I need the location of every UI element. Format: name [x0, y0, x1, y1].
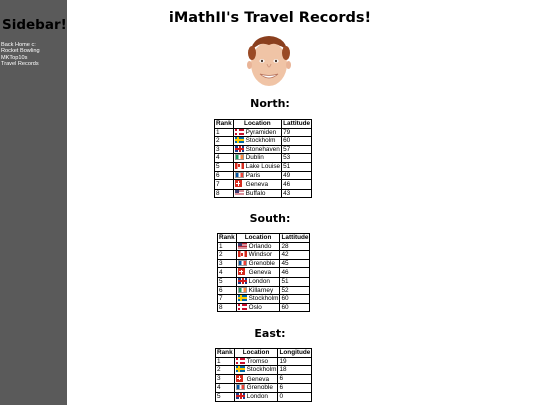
switzerland-flag-icon — [238, 268, 245, 275]
uk-flag-icon — [235, 146, 244, 152]
location-name: Oslo — [248, 303, 262, 311]
switzerland-flag-icon — [235, 180, 242, 187]
france-flag-icon — [235, 172, 244, 178]
location-cell — [234, 392, 278, 401]
sidebar-title: Sidebar! — [2, 17, 67, 33]
column-header-lattitude: Lattitude — [283, 120, 311, 127]
switzerland-flag-icon — [236, 375, 243, 382]
coordinate-cell: 51 — [280, 277, 310, 286]
location-name: Orlando — [248, 242, 272, 250]
location-cell — [234, 384, 278, 393]
north-heading: North: — [250, 97, 290, 110]
usa-flag-icon — [235, 190, 244, 196]
table-row — [215, 137, 312, 146]
table-row — [218, 277, 310, 286]
location-cell — [233, 128, 281, 137]
location-cell — [233, 171, 281, 180]
location-cell — [233, 162, 281, 171]
location-name: Killarney — [248, 286, 274, 294]
rank-cell: 4 — [215, 154, 234, 163]
location-cell — [236, 286, 280, 295]
south-heading: South: — [249, 212, 291, 225]
rank-cell: 2 — [216, 366, 235, 375]
avatar-photo — [246, 33, 292, 89]
location-cell — [236, 259, 280, 268]
location-cell — [233, 137, 281, 146]
france-flag-icon — [236, 384, 245, 390]
uk-flag-icon — [236, 393, 245, 399]
column-header-location: Location — [234, 349, 278, 358]
location-name: London — [246, 392, 268, 400]
usa-flag-icon — [238, 243, 247, 249]
coordinate-cell: 60 — [280, 295, 310, 304]
table-row — [215, 145, 312, 154]
table-row — [215, 128, 312, 137]
rank-cell: 8 — [215, 189, 234, 198]
table-row — [216, 366, 312, 375]
uk-flag-icon — [238, 278, 247, 284]
main-content — [67, 0, 540, 405]
rank-cell: 5 — [218, 277, 237, 286]
location-name: Lake Louise — [245, 162, 281, 170]
table-header-row — [218, 234, 310, 243]
canada-flag-icon — [235, 163, 244, 169]
table-row — [218, 242, 310, 251]
smiling-boy-photo-icon — [246, 33, 292, 89]
sidebar-link-travel-records[interactable]: Travel Records — [1, 61, 39, 68]
rank-cell: 1 — [218, 242, 237, 251]
location-name: Grenoble — [248, 259, 275, 267]
location-name: London — [248, 277, 270, 285]
sweden-flag-icon — [235, 137, 244, 143]
coordinate-cell: 60 — [282, 137, 312, 146]
norway-flag-icon — [235, 129, 244, 135]
coordinate-cell: 6 — [278, 384, 312, 393]
table-row — [218, 259, 310, 268]
france-flag-icon — [238, 260, 247, 266]
location-name: Dublin — [245, 154, 264, 162]
sidebar — [0, 0, 67, 405]
location-cell — [233, 154, 281, 163]
coordinate-cell: 46 — [280, 268, 310, 278]
rank-cell: 1 — [216, 357, 235, 366]
location-name: Geneva — [245, 181, 269, 189]
table-row — [218, 303, 310, 312]
rank-cell: 2 — [218, 251, 237, 260]
location-name: Pyramiden — [245, 128, 277, 136]
location-name: Buffalo — [245, 189, 266, 197]
column-header-location: Location — [233, 120, 281, 129]
location-name: Windsor — [248, 251, 273, 259]
table-header-row — [215, 120, 312, 129]
location-name: Stonehaven — [245, 145, 280, 153]
rank-cell: 3 — [218, 259, 237, 268]
location-cell — [234, 374, 278, 384]
location-name: Geneva — [248, 269, 272, 277]
norway-flag-icon — [238, 304, 247, 310]
rank-cell: 4 — [218, 268, 237, 278]
coordinate-cell: 18 — [278, 366, 312, 375]
location-cell — [236, 295, 280, 304]
coordinate-cell: 79 — [282, 128, 312, 137]
rank-cell: 4 — [216, 384, 235, 393]
sidebar-nav — [1, 42, 40, 68]
column-header-rank: Rank — [217, 349, 233, 356]
canada-flag-icon — [238, 251, 247, 257]
location-name: Grenoble — [246, 384, 273, 392]
table-row — [218, 295, 310, 304]
coordinate-cell: 53 — [282, 154, 312, 163]
column-header-rank: Rank — [216, 120, 232, 127]
sweden-flag-icon — [236, 366, 245, 372]
location-cell — [236, 303, 280, 312]
table-row — [215, 162, 312, 171]
column-header-longitude: Longitude — [279, 349, 311, 356]
rank-cell: 2 — [215, 137, 234, 146]
table-row — [216, 392, 312, 401]
coordinate-cell: 49 — [282, 171, 312, 180]
coordinate-cell: 60 — [280, 303, 310, 312]
table-row — [218, 268, 310, 278]
location-name: Geneva — [246, 375, 270, 383]
east-records-table — [215, 348, 312, 402]
table-row — [215, 154, 312, 163]
south-records-table — [217, 233, 310, 312]
rank-cell: 7 — [218, 295, 237, 304]
table-row — [218, 286, 310, 295]
east-heading: East: — [254, 327, 286, 340]
location-cell — [236, 242, 280, 251]
table-row — [215, 180, 312, 190]
coordinate-cell: 52 — [280, 286, 310, 295]
rank-cell: 8 — [218, 303, 237, 312]
location-cell — [234, 366, 278, 375]
location-name: Tromso — [246, 357, 269, 365]
location-cell — [233, 189, 281, 198]
coordinate-cell: 19 — [278, 357, 312, 366]
rank-cell: 3 — [215, 145, 234, 154]
table-row — [216, 374, 312, 384]
sidebar-link-back-home[interactable]: Back Home c: — [1, 42, 36, 48]
coordinate-cell: 6 — [278, 374, 312, 384]
location-name: Stockholm — [246, 366, 277, 374]
table-row — [215, 171, 312, 180]
rank-cell: 6 — [215, 171, 234, 180]
location-cell — [236, 268, 280, 278]
coordinate-cell: 42 — [280, 251, 310, 260]
page-title: iMathII's Travel Records! — [168, 10, 372, 26]
ireland-flag-icon — [238, 287, 247, 293]
ireland-flag-icon — [235, 154, 244, 160]
coordinate-cell: 57 — [282, 145, 312, 154]
location-name: Stockholm — [248, 295, 279, 303]
location-cell — [234, 357, 278, 366]
sweden-flag-icon — [238, 295, 247, 301]
coordinate-cell: 43 — [282, 189, 312, 198]
rank-cell: 1 — [215, 128, 234, 137]
table-row — [215, 189, 312, 198]
norway-flag-icon — [236, 358, 245, 364]
table-row — [216, 384, 312, 393]
coordinate-cell: 45 — [280, 259, 310, 268]
rank-cell: 3 — [216, 374, 235, 384]
table-header-row — [216, 349, 312, 358]
rank-cell: 6 — [218, 286, 237, 295]
sidebar-link-rocket-bowling[interactable]: Rocket Bowling — [1, 48, 40, 55]
table-row — [218, 251, 310, 260]
location-cell — [233, 145, 281, 154]
location-cell — [233, 180, 281, 190]
sidebar-link-mktop10s[interactable]: MKTop10s — [1, 54, 28, 61]
location-name: Stockholm — [245, 137, 276, 145]
table-row — [216, 357, 312, 366]
coordinate-cell: 28 — [280, 242, 310, 251]
rank-cell: 5 — [215, 162, 234, 171]
rank-cell: 7 — [215, 180, 234, 190]
coordinate-cell: 51 — [282, 162, 312, 171]
location-cell — [236, 277, 280, 286]
coordinate-cell: 46 — [282, 180, 312, 190]
location-cell — [236, 251, 280, 260]
column-header-location: Location — [236, 234, 280, 243]
column-header-lattitude: Lattitude — [281, 234, 309, 241]
coordinate-cell: 0 — [278, 392, 312, 401]
rank-cell: 5 — [216, 392, 235, 401]
column-header-rank: Rank — [219, 234, 235, 241]
north-records-table — [214, 119, 312, 198]
location-name: Paris — [245, 171, 261, 179]
